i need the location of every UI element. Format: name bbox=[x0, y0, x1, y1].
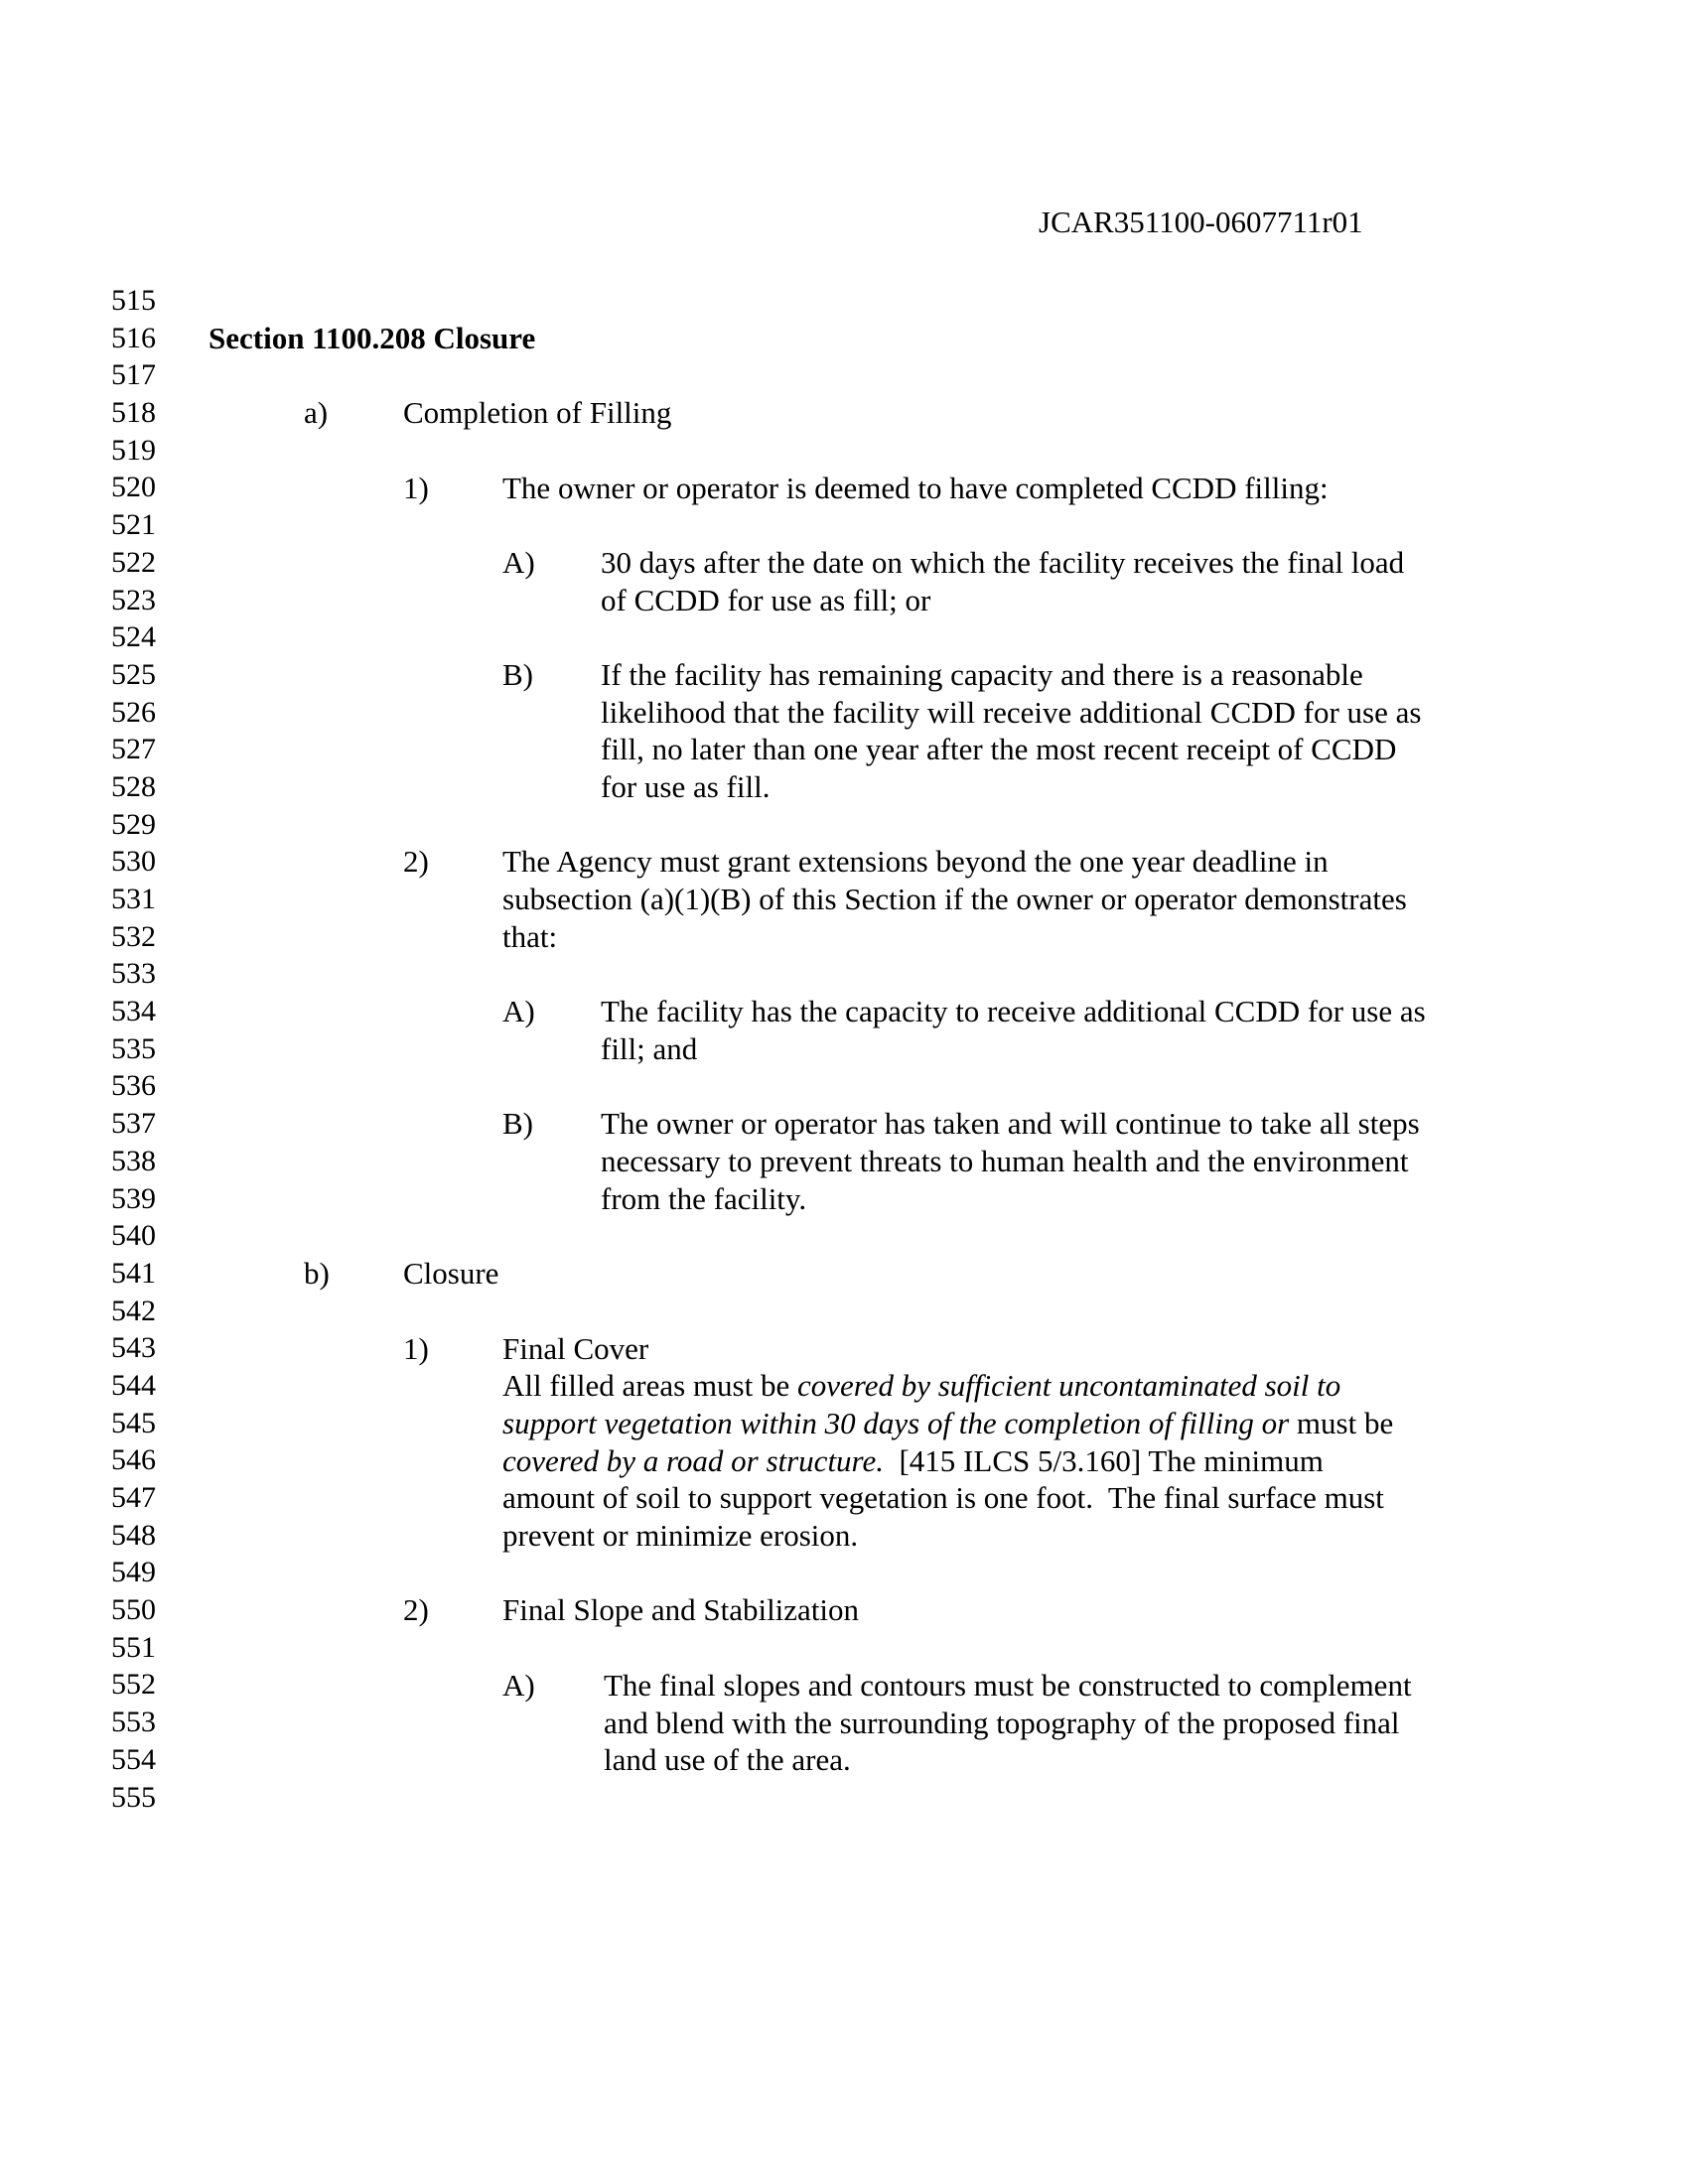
line-number: 552 bbox=[111, 1668, 156, 1702]
a1B-line-1: If the facility has remaining capacity and there is a reasonable bbox=[601, 656, 1363, 692]
subsection-a-row bbox=[0, 394, 1684, 432]
b2A-line-3: land use of the area. bbox=[604, 1742, 851, 1778]
line-number: 545 bbox=[111, 1406, 156, 1439]
line-number: 515 bbox=[111, 284, 156, 317]
subsection-a-label: a) bbox=[304, 395, 329, 431]
line-number: 538 bbox=[111, 1144, 156, 1177]
section-heading-row bbox=[0, 320, 1684, 357]
b2-row bbox=[0, 1591, 1684, 1629]
b2A-line-1: The final slopes and contours must be constructed to complement bbox=[604, 1667, 1412, 1703]
a2-line-1: The Agency must grant extensions beyond the one year deadline in bbox=[502, 844, 1329, 880]
a2B-line-2: necessary to prevent threats to human health and the environment bbox=[601, 1144, 1409, 1178]
a1A-label: A) bbox=[502, 544, 535, 580]
line-number: 540 bbox=[111, 1219, 156, 1253]
b1-line-5: prevent or minimize erosion. bbox=[502, 1518, 859, 1553]
line-number: 522 bbox=[111, 545, 156, 579]
a1A-line-1: 30 days after the date on which the facility receives the final load bbox=[601, 544, 1405, 580]
subsection-b-row bbox=[0, 1255, 1684, 1293]
line-number: 532 bbox=[111, 919, 156, 953]
line-number: 527 bbox=[111, 733, 156, 766]
a1A-row bbox=[0, 544, 1684, 582]
a1B-row-3 bbox=[0, 731, 1684, 768]
line-number: 546 bbox=[111, 1443, 156, 1477]
a1B-line-4: for use as fill. bbox=[601, 769, 771, 804]
line-number: 529 bbox=[111, 807, 156, 841]
a1B-line-2: likelihood that the facility will receive additional CCDD for use as bbox=[601, 694, 1422, 730]
a1B-row-2 bbox=[0, 694, 1684, 732]
line-number: 535 bbox=[111, 1031, 156, 1065]
section-heading: Section 1100.208 Closure bbox=[209, 320, 536, 355]
line-number: 519 bbox=[111, 433, 156, 467]
line-number: 548 bbox=[111, 1518, 156, 1552]
document-id: JCAR351100-0607711r01 bbox=[1039, 205, 1363, 239]
line-number: 520 bbox=[111, 471, 156, 504]
b2A-line-2: and blend with the surrounding topography of the proposed final bbox=[604, 1705, 1400, 1740]
line-number: 539 bbox=[111, 1181, 156, 1215]
line-number: 530 bbox=[111, 845, 156, 879]
a2B-row-2 bbox=[0, 1143, 1684, 1180]
b2A-row-2 bbox=[0, 1705, 1684, 1742]
line-number: 525 bbox=[111, 657, 156, 691]
b2A-label: A) bbox=[502, 1667, 535, 1703]
a2B-row-3 bbox=[0, 1180, 1684, 1218]
subsection-b-title: Closure bbox=[403, 1256, 499, 1292]
line-number: 541 bbox=[111, 1256, 156, 1290]
a1-row bbox=[0, 470, 1684, 507]
a1-label: 1) bbox=[403, 470, 429, 505]
line-number: 524 bbox=[111, 620, 156, 654]
b1-line-1-italic: covered by sufficient uncontaminated soil to bbox=[797, 1368, 1341, 1404]
b1-row bbox=[0, 1330, 1684, 1368]
b2-title: Final Slope and Stabilization bbox=[502, 1592, 860, 1628]
line-number: 543 bbox=[111, 1331, 156, 1365]
line-number: 550 bbox=[111, 1593, 156, 1627]
a2-row-2 bbox=[0, 881, 1684, 918]
line-number: 518 bbox=[111, 396, 156, 430]
line-number: 547 bbox=[111, 1481, 156, 1514]
a1B-row bbox=[0, 656, 1684, 694]
line-number: 555 bbox=[111, 1780, 156, 1814]
b1-line-3-plain: [415 ILCS 5/3.160] The minimum bbox=[883, 1442, 1324, 1478]
a2-row-3 bbox=[0, 918, 1684, 956]
a1A-line-2: of CCDD for use as fill; or bbox=[601, 582, 931, 617]
line-number: 526 bbox=[111, 695, 156, 729]
subsection-b-label: b) bbox=[304, 1256, 330, 1292]
a2B-label: B) bbox=[502, 1106, 533, 1142]
line-number: 528 bbox=[111, 769, 156, 803]
line-number: 544 bbox=[111, 1368, 156, 1402]
a1B-label: B) bbox=[502, 656, 533, 692]
line-number: 549 bbox=[111, 1556, 156, 1589]
b1-line-2-plain: must be bbox=[1289, 1405, 1394, 1440]
a2A-row-2 bbox=[0, 1030, 1684, 1068]
line-number: 534 bbox=[111, 995, 156, 1028]
a2B-line-3: from the facility. bbox=[601, 1180, 807, 1216]
line-number: 542 bbox=[111, 1294, 156, 1327]
b1-line-2 bbox=[502, 1405, 1393, 1442]
a1A-row-2 bbox=[0, 582, 1684, 619]
line-number: 531 bbox=[111, 883, 156, 915]
a1-text: The owner or operator is deemed to have completed CCDD filling: bbox=[502, 470, 1329, 505]
b2A-row-3 bbox=[0, 1741, 1684, 1779]
a2B-line-1: The owner or operator has taken and will continue to take all steps bbox=[601, 1106, 1420, 1142]
b1-line-1-plain: All filled areas must be bbox=[502, 1368, 797, 1404]
b1-row-3 bbox=[0, 1405, 1684, 1442]
b1-line-1 bbox=[502, 1367, 1340, 1405]
line-number: 533 bbox=[111, 957, 156, 991]
b1-title: Final Cover bbox=[502, 1330, 649, 1366]
b1-label: 1) bbox=[403, 1330, 429, 1366]
line-number: 554 bbox=[111, 1742, 156, 1776]
line-number: 516 bbox=[111, 321, 156, 354]
line-number: 537 bbox=[111, 1107, 156, 1141]
b1-row-2 bbox=[0, 1367, 1684, 1405]
a2-line-3: that: bbox=[502, 918, 558, 954]
line-number: 521 bbox=[111, 508, 156, 542]
b2-label: 2) bbox=[403, 1592, 429, 1628]
a2A-line-2: fill; and bbox=[601, 1030, 698, 1066]
line-number: 551 bbox=[111, 1630, 156, 1664]
a2A-label: A) bbox=[502, 994, 535, 1029]
b1-row-6 bbox=[0, 1517, 1684, 1555]
b2A-row bbox=[0, 1667, 1684, 1705]
line-number: 536 bbox=[111, 1069, 156, 1103]
a1B-line-3: fill, no later than one year after the most recent receipt of CCDD bbox=[601, 732, 1397, 767]
a1B-row-4 bbox=[0, 768, 1684, 806]
b1-line-2-italic: support vegetation within 30 days of the completion of filling or bbox=[502, 1405, 1290, 1440]
b1-row-5 bbox=[0, 1479, 1684, 1517]
b1-line-3 bbox=[502, 1442, 1324, 1480]
b1-row-4 bbox=[0, 1442, 1684, 1480]
a2A-line-1: The facility has the capacity to receive additional CCDD for use as bbox=[601, 994, 1426, 1029]
line-number: 553 bbox=[111, 1706, 156, 1739]
b1-line-3-italic: covered by a road or structure. bbox=[502, 1442, 884, 1478]
a2-line-2: subsection (a)(1)(B) of this Section if the owner or operator demonstrates bbox=[502, 882, 1407, 917]
a2B-row bbox=[0, 1105, 1684, 1143]
b1-line-4: amount of soil to support vegetation is one foot. The final surface must bbox=[502, 1480, 1384, 1516]
a2-label: 2) bbox=[403, 844, 429, 880]
a2-row bbox=[0, 843, 1684, 881]
line-number: 523 bbox=[111, 583, 156, 616]
a2A-row bbox=[0, 993, 1684, 1030]
line-number: 517 bbox=[111, 358, 156, 392]
subsection-a-title: Completion of Filling bbox=[403, 395, 672, 431]
